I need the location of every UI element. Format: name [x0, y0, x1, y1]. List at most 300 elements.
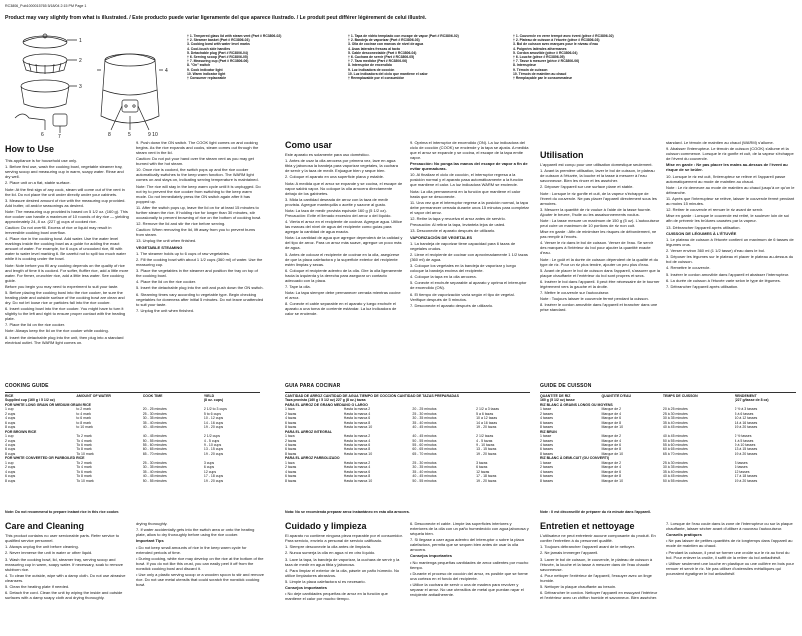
care-en-col2: [136, 521, 264, 588]
subheading: VEGETABLE STEAMING: [136, 244, 183, 250]
table-cell: 1 tasse: [540, 434, 552, 439]
en-how-col1: [5, 158, 130, 346]
table-cell: 10 a 12 tazas: [476, 416, 498, 421]
table-cell: 19 à 20 tasses: [734, 478, 758, 483]
paragraph: 1. Before first use, wash the cooking bowl, vegetable steamer tray, serving scoop and measuring cup in warm, soapy water. Rinse and dry well.: [5, 164, 124, 180]
paragraph: L'utilisateur ne peut entretenir aucune composante du produit. En confier l'entretien à du personnel qualifié.: [540, 533, 656, 543]
paragraph: 5. Insérer le cordon amovible dans l'appareil et abaisser l'interrupteur.: [666, 271, 790, 277]
table-cell: 40 - 45 minutes: [142, 434, 167, 439]
paragraph: 1. La bandeja de vaporizar tiene capacidad para 6 tazas de vegetales crudos.: [410, 240, 516, 251]
table-cell: Marque de 10: [601, 451, 624, 456]
subheading: VAPORIZACIÓN DE VEGETALES: [410, 234, 473, 240]
cooking-guide-note-fr: Note : Il est déconseillé de préparer du riz minute dans l'appareil.: [540, 510, 652, 514]
table-cell: 40 à 45 minutes: [662, 434, 688, 439]
paragraph: 5. Clean the heating plate if needed.: [5, 583, 70, 589]
table-cell: Hasta la marca 10: [343, 451, 373, 456]
paragraph: 3. Mida la cantidad deseada de arroz con la taza de medir provista. Agregue mantequilla o aceite y sazone al gusto.: [285, 196, 388, 207]
paragraph: 2. Place unit on a flat, stable surface.: [5, 180, 71, 186]
table-cell: Hasta la marca 2: [343, 434, 371, 439]
es-how-col2: [410, 140, 530, 309]
paragraph: 4. Pour nettoyer l'extérieur de l'appareil, l'essuyer avec un linge humide.: [540, 572, 652, 583]
table-group-heading: PARA EL ARROZ DE GRANO MEDIANO O LARGO: [285, 402, 368, 407]
paragraph: 3. Wash the cooking bowl, lid, steamer tray, serving scoop and measuring cup in warm, soapy water. If necessary, soak to remove stubborn rice.: [5, 556, 123, 572]
table-cell: 2 1/2 to 3 cups: [203, 407, 227, 412]
part-item: 4. Poignées latérales athermanes: [513, 46, 567, 51]
column-header: RICE Supplied cup (160 g / 5 1/2 oz): [5, 394, 55, 403]
paragraph: standard. Le témoin de maintien au chaud (WARM) s'allume.: [666, 140, 774, 145]
table-cell: 19 à 20 tasses: [734, 451, 758, 456]
part-item: † 2. Steamer basket (Part # RC3806-03): [187, 38, 250, 43]
table-cell: 2 cups: [5, 465, 16, 470]
part-item: 4. Cool-touch side handles: [187, 46, 231, 51]
paragraph: drying thoroughly.: [136, 521, 168, 526]
table-cell: To 2 mark: [76, 460, 92, 465]
table-cell: 2 1/2 tazas: [476, 434, 494, 439]
table-cell: 4 tazas: [285, 442, 297, 447]
table-cell: Hasta la marca 8: [343, 447, 371, 452]
paragraph: 13. Desconecte el aparato después de utilizarlo.: [410, 228, 496, 234]
table-cell: 2 ½ tasses: [734, 434, 752, 439]
parts-list-es: [348, 34, 508, 80]
table-cell: Hasta la marca 4: [343, 465, 371, 470]
table-cell: Marque de 8: [601, 474, 622, 479]
paragraph: 5. Limpie la placa calefactora si es necesario.: [285, 578, 366, 584]
table-cell: 4 tasses: [540, 442, 554, 447]
rule: [285, 392, 530, 393]
table-cell: To 8 mark: [76, 474, 92, 479]
table-group-heading: PARA EL ARROZ INTEGRAL: [285, 429, 333, 434]
table-cell: To 6 mark: [76, 442, 92, 447]
table-cell: Hasta la marca 4: [343, 411, 371, 416]
paragraph: 11. After the switch pops up, leave the lid on for at least 15 minutes to further steam the rice. If holding rice for longer than 30 minutes, stir occasionally to prevent browning of rice on the bottom of cooking bowl.: [136, 204, 262, 220]
table-cell: 40 à 45 minutes: [662, 425, 688, 430]
table-cell: 19 - 20 tazas: [476, 451, 497, 456]
table-cell: 1 taza: [285, 407, 295, 412]
table-group-heading: RIZ BLANC À GRAINS LONGS OU MOYENS: [540, 402, 613, 407]
table-cell: 8 tazas: [285, 451, 297, 456]
table-cell: 19 - 20 tazas: [476, 478, 497, 483]
paragraph: Caution: Do not overfill. Excess of rice or liquid may result in irreversible cooking bowl overflow.: [5, 225, 112, 236]
table-cell: 50 - 55 minutes: [142, 478, 167, 483]
paragraph: Note : Toujours laisser le couvercle fermé pendant la cuisson.: [540, 296, 649, 302]
column-header: QUANTITÉ D'EAU: [601, 394, 632, 398]
paragraph: 3. Mesurer la quantité de riz voulue à l'aide de la tasse fournie. Ajouter le beurre, l'huile ou les assaisonnements voulus.: [540, 206, 652, 217]
table-row: [5, 425, 260, 429]
table-cell: Marque de 8: [601, 447, 622, 452]
paragraph: Caution: When removing the lid, lift away from you to prevent burns from steam.: [136, 227, 256, 238]
table-row: [285, 479, 530, 483]
part-item: 8. Interrupteur: [513, 63, 536, 68]
table-cell: 25 à 30 minutes: [662, 460, 688, 465]
paragraph: • Utiliser seulement une louche en plastique ou une cuillère en bois pour remuer et servir le riz. Ne pas utiliser d'ustensiles métalliques qui pourraient égratigner le bol antiadhésif.: [666, 560, 794, 576]
table-cell: Marque de 4: [601, 465, 622, 470]
part-item: 8. Interruptor de encendido: [348, 63, 392, 68]
table-cell: 6 cups: [5, 447, 16, 452]
paragraph: 1. Antes de usar la olla arrocera por primera vez, lave en agua tibia y jabonosa la bandeja para vaporizar vegetales, la cuchara de servir y la taza de medir. Enjuague bien y seque bien.: [285, 158, 398, 174]
paragraph: Note: The rice will stay in the keep warm cycle until it is unplugged. Do not try to prevent the rice cooker from switching to the keep warm mode. Do not immediately press the ON switch again after it has popped up.: [136, 183, 261, 204]
paragraph: Note: Always keep the lid on the rice cooker while cooking.: [5, 328, 109, 334]
table-cell: to 4 mark: [76, 411, 91, 416]
paragraph: 2. Nunca sumerja la olla en agua ni en otro líquido.: [285, 550, 376, 556]
table-cell: 4 tasses: [540, 416, 554, 421]
column-header: RENDEMENT (227 g/tasse de 8 oz): [734, 394, 769, 403]
paragraph: El aparato no contiene ninguna pieza reparable por el consumidor. Para servicio, envíelo a personal de servicio calificado.: [285, 533, 403, 543]
paragraph: Nota: La cantidad de agua que agregue dependerá de la calidad y del tipo de arroz. Para un arroz más suave, agregue un poco más de agua.: [285, 235, 403, 251]
table-cell: 30 - 35 minutes: [142, 416, 167, 421]
table-cell: Marque de 8: [601, 420, 622, 425]
table-group-heading: PARA EL ARROZ PARBOLIZADO: [285, 456, 340, 461]
table-cell: 20 - 25 minutos: [412, 407, 437, 412]
table-cell: 12 cups: [203, 469, 217, 474]
paragraph: 5. Conecte el enchufe separable al aparato y oprima el interruptor de encendido (ON).: [410, 280, 527, 291]
table-cell: Marque de 10: [601, 425, 624, 430]
part-item: † 7. Measuring cup (Part # RC3806-06): [187, 59, 249, 64]
fr-how-col1: [540, 162, 660, 314]
paragraph: 4. To clean the outside, wipe with a damp cloth. Do not use abrasive cleansers.: [5, 572, 126, 583]
part-item: 3. Bol de cuisson avec marques pour le niveau d'eau: [513, 42, 599, 47]
care-title-en: Care and Cleaning: [5, 521, 85, 531]
table-cell: Hasta la marca 2: [343, 460, 371, 465]
table-cell: 60 - 65 minutos: [412, 447, 437, 452]
table-cell: 6 tasses: [734, 465, 748, 470]
how-to-use-title: How to Use: [5, 144, 55, 154]
table-cell: Marque de 4: [601, 438, 622, 443]
table-cell: 2 cups: [5, 438, 16, 443]
como-usar-title: Como usar: [285, 140, 333, 150]
table-cell: 55 - 60 minutes: [142, 442, 167, 447]
table-row: [540, 425, 796, 429]
part-item: 9. Cook indicator light: [187, 67, 223, 72]
paragraph: 4. Verser le riz dans le bol de cuisson. Verser de l'eau. Se servir des marques à l'intérieur du bol pour ajouter la quantité exacte d'eau.: [540, 240, 654, 256]
cooking-guide-title-es: GUIA PARA COCINAR: [285, 383, 341, 389]
table-cell: 17 à 18 tasses: [734, 474, 758, 479]
paragraph: 4. Para limpiar el exterior de la olla, pásele un paño húmedo. No utilice limpiadores abrasivos.: [285, 567, 400, 578]
table-cell: To 10 mark: [76, 478, 94, 483]
table-cell: 2 tasses: [540, 438, 554, 443]
part-item: † 7. Tasse à mesurer (pièce # RC3806-06): [513, 59, 580, 64]
table-cell: to 10 mark: [76, 425, 93, 430]
table-cell: Marque de 10: [601, 478, 624, 483]
table-cell: 2 tasses: [540, 465, 554, 470]
es-how-col1: [285, 152, 403, 317]
table-cell: 6 tazas: [285, 447, 297, 452]
table-cell: 30 à 35 minutes: [662, 465, 688, 470]
disclaimer: Product may vary slightly from what is illustrated. / Este producto puede variar ligeramente del que aparece ilustrado. / Le produit peut différer légèrement de celui illustré.: [5, 15, 427, 21]
table-header: [285, 394, 530, 403]
table-cell: 6 tasses: [540, 474, 554, 479]
paragraph: 6. Insert cooking bowl into the rice cooker. You might have to turn it slightly to the left and right to ensure proper contact with the heating plate.: [5, 306, 126, 322]
callout-1: 1: [79, 38, 82, 44]
paragraph: 6. El tiempo de vaporización varía según el tipo de vegetal. Verifique después de 5 minutos.: [410, 291, 515, 302]
paragraph: 1. Siempre desconecte la olla antes de limpiarla.: [285, 544, 372, 550]
paragraph: 6. Débrancher le cordon. Nettoyer l'appareil en essuyant l'intérieur et l'extérieur avec un chiffon humide et savonneux. Bien assécher.: [540, 590, 658, 601]
care-fr-col1: [540, 533, 660, 601]
table-cell: 8 tazas: [285, 425, 297, 430]
paragraph: 12. Retirer le couvercle et remuer le riz avant de servir.: [666, 207, 764, 213]
column-header: CANTIDAD DE ARROZ CANTIDAD DE AGUA TIEMPO DE COCCIÓN CANTIDAD DE TAZAS PREPARADAS: [285, 394, 459, 398]
subheading: CUISSON DE LÉGUMES À L'ÉTUVÉE: [666, 230, 737, 236]
table-cell: 2 1/2 cups: [203, 434, 221, 439]
paragraph: 3. Laver le bol de cuisson, le couvercle, le plateau de cuisson à l'étuvée, la louche et la tasse à mesurer dans de l'eau chaude savonneuse.: [540, 556, 653, 572]
paragraph: Note : Le goût et la durée de cuisson dépendent de la qualité et du type de riz. Pour un riz plus tendre, ajouter un peu plus d'eau.: [540, 256, 659, 267]
table-cell: 1 taza: [285, 460, 295, 465]
paragraph: 8. Insérer le cordon amovible dans l'appareil et brancher dans une prise standard.: [540, 302, 658, 313]
rice-cooker-illustration: [5, 30, 175, 140]
paragraph: 7. If water accidentally gets into the switch area or onto the heating plate, allow to dry thoroughly before using the rice cooker.: [136, 527, 255, 538]
table-cell: 25 - 30 minutos: [412, 411, 437, 416]
paragraph: 6. Steaming times vary according to vegetable type. Begin checking vegetables for doneness after initial 5 minutes. Do not leave unattended to suit your taste.: [136, 291, 264, 307]
table-cell: 1 cup: [5, 434, 14, 439]
table-cell: 4 tazas: [285, 416, 297, 421]
part-item: 3. Olla de cocinar con marcas de nivel de agua: [348, 42, 424, 47]
part-item: 5. Detachable plug (Part # RC3806-04): [187, 50, 248, 55]
paragraph: 7. Mettre le couvercle sur l'autocuiseur.: [540, 290, 610, 296]
table-cell: 6 cups: [203, 465, 215, 470]
part-item: † Consumer replaceable: [187, 76, 227, 81]
paragraph: 2. Ne jamais immerger l'appareil.: [540, 550, 599, 556]
paragraph: 6. La durée de cuisson à l'étuvée varie selon le type de légumes.: [666, 277, 781, 283]
paragraph: 4. Remettre le couvercle.: [666, 265, 711, 271]
table-cell: 1 taza: [285, 434, 295, 439]
column-header: TEMPS DE CUISSON: [662, 394, 698, 398]
care-fr-col2: [666, 521, 796, 577]
part-item: 10. Luz indicadora del ciclo que mantiene el calor: [348, 71, 428, 76]
paragraph: 5. Antes de colocar el recipiente de cocinar en la olla, asegúrese de que la placa calefactora y la superficie exterior del recipiente estén limpias y secas.: [285, 251, 400, 267]
table-cell: 25 - 30 minutes: [142, 460, 167, 465]
table-cell: Hasta la marca 10: [343, 425, 373, 430]
paragraph: 7. Tape la olla.: [285, 283, 311, 289]
part-item: † 2. Plateau de cuisson à l'étuvée (pièce # RC3806-03): [513, 38, 600, 43]
table-cell: 1 tasse: [540, 460, 552, 465]
paragraph: Note : Le riz demeure au mode de maintien au chaud jusqu'à ce qu'on le débranche.: [666, 184, 795, 195]
table-group-heading: RIZ BLANC À DEMI-CUIT (OU CONVERTI): [540, 456, 610, 461]
parts-list-en: [187, 34, 347, 80]
part-item: † 1. Tempered glass lid with steam vent (Part # RC3806-02): [187, 34, 282, 38]
table-cell: 1 cup: [5, 407, 14, 412]
table-cell: 9 - 10 cups: [203, 442, 222, 447]
callout-7: 7: [58, 134, 61, 140]
part-item: † 1. Tapa de vidrio templado con escape de vapor (Part # RC3806-02): [348, 34, 459, 38]
part-item: † Reemplazable por el consumidor: [348, 76, 404, 81]
table-cell: 35 - 40 minutos: [412, 469, 437, 474]
table-cell: 4 cups: [5, 442, 16, 447]
table-cell: 19 - 20 cups: [203, 451, 224, 456]
table-cell: 35 à 40 minutes: [662, 469, 688, 474]
table-header: [5, 394, 260, 403]
paragraph: 11. Après que l'interrupteur se relève, laisser le couvercle fermé pendant au moins 15 minutes.: [666, 195, 795, 206]
part-item: 3. Cooking bowl with water level marks: [187, 42, 250, 47]
fr-how-col2: [666, 140, 796, 290]
table-cell: 50 - 55 minutes: [142, 438, 167, 443]
part-item: 8. "On" switch: [187, 63, 211, 68]
table-cell: 4 tazas: [285, 469, 297, 474]
paragraph: 6. Detach the cord. Clean the unit by wiping the inside and outside surfaces with a damp soapy cloth and drying thoroughly.: [5, 590, 123, 601]
table-cell: 14 - 16 cups: [203, 420, 224, 425]
paragraph: This product contains no user serviceable parts. Refer service to qualified service personnel.: [5, 533, 120, 543]
table-cell: 1 cup: [5, 460, 14, 465]
table-cell: 5 à 6 tasses: [734, 411, 754, 416]
table-cell: 2 tasses: [540, 411, 554, 416]
table-cell: Hasta la marca 8: [343, 474, 371, 479]
callout-3: 3: [79, 84, 82, 90]
paragraph: Caution: Do not put your hand over the steam vent as you may get burned with the hot steam.: [136, 156, 254, 167]
paragraph: 1. Avant la première utilisation, laver le bol de cuisson, le plateau de cuisson à l'étuvée, la louche et la tasse à mesurer à l'eau savonneuse. Bien les rincer et les assécher.: [540, 168, 655, 184]
paragraph: 7. Lorsque de l'eau coule dans la zone de l'interrupteur ou sur la plaque chauffante, laisser sécher avant d'utiliser à nouveau l'autocuiseur.: [666, 521, 793, 531]
table-cell: Hasta la marca 2: [343, 407, 371, 412]
column-header: COOK TIME: [142, 394, 163, 398]
table-cell: Marque de 4: [601, 411, 622, 416]
file-line: RC3806_Pub1000015765 5/18/04 2:15 PM Page 1: [5, 4, 87, 8]
paragraph: Nota: A medida que el arroz se expande y se cocina, el escape de vapor saldrá vapor. No coloque la olla arrocera directamente debajo de los gabinetes.: [285, 180, 403, 196]
column-header: YIELD (8 oz. cups): [203, 394, 224, 403]
part-item: † 1. Couvercle en verre trempé avec évent (pièce # RC3806-02): [513, 34, 614, 38]
callout-6: 6: [41, 132, 44, 138]
paragraph: 13. Unplug the unit when finished.: [136, 238, 197, 244]
table-cell: 60 à 65 minutes: [662, 447, 688, 452]
table-cell: 17 - 18 cups: [203, 474, 224, 479]
table-cell: 2 tazas: [285, 465, 297, 470]
table-cell: 8 cups: [5, 425, 16, 430]
table-group-heading: FOR WHITE CONVERTED OR PARBOILED RICE: [5, 456, 85, 461]
callout-4: 4: [165, 68, 168, 74]
paragraph: 10. Al finalizar el ciclo de cocción, el interruptor regresa a la posición normal y el aparato pasa automáticamente a la función que mantiene el calor. La luz indicadora WARM se enciende.: [410, 172, 524, 188]
paragraph: L'appareil est conçu pour une utilisation domestique seulement.: [540, 162, 653, 167]
table-cell: 4 tasses: [540, 469, 554, 474]
table-cell: 10 - 12 cups: [203, 416, 224, 421]
table-cell: 3 tazas: [476, 460, 488, 465]
paragraph: 9. Abaisser l'interrupteur. Le témoin de cuisson (COOK) s'allume et la cuisson commence. Lorsque le riz gonfle et cuit, de la vapeur s'échappe de l'évent du couvercle.: [666, 146, 794, 162]
table-cell: Hasta la marca 6: [343, 469, 371, 474]
table-cell: 6 cups: [5, 420, 16, 425]
table-cell: 6 tasses: [540, 447, 554, 452]
en-how-col2: [136, 140, 264, 314]
rule: [5, 392, 260, 393]
paragraph: 12. Remove the lid and stir the rice before serving.: [136, 220, 226, 226]
table-cell: 3 tasses: [734, 460, 748, 465]
paragraph: 2. Never immerse the unit in water or other liquid.: [5, 550, 93, 556]
paragraph: Mise en garde : Afin de minimiser les risques de débordement, ne pas remplir à l'excès.: [540, 229, 657, 240]
paragraph: 6. Desconecte el cable. Limpie las superficies interiores y exteriores de la olla con un paño humedecido con agua jabonosa y séquela bien.: [410, 521, 529, 536]
paragraph: Note: The measuring cup provided is based on 5 1/2 oz. (160 g). This rice cooker can handle a maximum of 10 rounds of dry rice — yielding approximately 24, 8 oz. (227 g) cups of cooked rice.: [5, 208, 129, 224]
paragraph: 4. Vierta el arroz en el recipiente de cocinar. Agregue agua. Utilice las marcas del nivel de agua del recipiente como guías para agregar la cantidad de agua exacta.: [285, 219, 403, 235]
table-cell: 25 à 30 minutes: [662, 411, 688, 416]
paragraph: 5. Avant de placer le bol de cuisson dans l'appareil, s'assurer que la plaque chauffante et l'extérieur du bol sont propres et secs.: [540, 267, 660, 278]
table-cell: 35 à 40 minutes: [662, 420, 688, 425]
paragraph: 7. Place the lid on the rice cooker.: [5, 322, 66, 328]
table-cell: Marque de 2: [601, 407, 622, 412]
paragraph: Este aparato es solamente para uso doméstico.: [285, 152, 370, 157]
paragraph: 3. Déposer les légumes sur le plateau et placer le plateau au-dessus du bol de cuisson.: [666, 254, 794, 265]
part-item: 10. Warm indicator light: [187, 71, 226, 76]
paragraph: 4. Coloque la tapa en la olla arrocera.: [410, 274, 477, 280]
table-cell: 13 à 15 tasses: [734, 447, 758, 452]
care-title-fr: Entretien et nettoyage: [540, 521, 635, 531]
paragraph: 2. Verser environ 360 ml (1 1/2 tasse) d'eau dans le bol.: [666, 248, 766, 254]
table-cell: 2 tazas: [285, 438, 297, 443]
paragraph: • Use only a plastic serving scoop or a wooden spoon to stir and remove rice. Do not use metal utensils that could scratch the nonstick cooking bowl.: [136, 571, 264, 587]
paragraph: Nota: La taza de medir provista equivale 160 g (5 1/2 oz). Precaución: Evite el llenado excesivo del arroz o del líquido.: [285, 207, 392, 218]
part-item: † 6. Serving scoop (Part # RC3806-05): [187, 55, 248, 60]
part-item: † 2. Bandeja de vaporizar (Part # RC3806-03): [348, 38, 420, 43]
paragraph: Note: Note before you fill any cooking depends on the quality of rice and length of time it is cooked. For softer, fluffier rice, add a little more water. For firmer, crunchier rice, add a little less water. See cooking guide.: [5, 262, 129, 283]
care-es-col1: [285, 533, 403, 603]
paragraph: Precaución: Al retirar la tapa, levántela lejos de usted.: [410, 222, 506, 228]
paragraph: 11. Una vez que el interruptor regrese a la posición normal, la tapa debe permanecer cerrada durante unos 15 minutos para completar el vapor del arroz.: [410, 199, 529, 215]
cooking-guide-note-en: Note: Do not recommend to prepare instant rice in this rice cooker.: [5, 510, 120, 514]
part-item: 9. Témoin de cuisson: [513, 67, 548, 72]
table-cell: To 8 mark: [76, 447, 92, 452]
table-cell: 9 à 10 tasses: [734, 442, 756, 447]
parts-list-fr: [513, 34, 693, 80]
table-cell: 40 - 45 minutes: [142, 425, 167, 430]
part-item: 9. Luz indicadora de cocción: [348, 67, 395, 72]
paragraph: Mise en garde : Ne pas placer les mains au-dessus de l'évent au risque de se brûler.: [666, 162, 788, 173]
subheading: Consejos importantes: [410, 553, 453, 559]
paragraph: 10. Lorsque le riz est cuit, l'interrupteur se relève et l'appareil passe automatiquement au mode de maintien au chaud.: [666, 173, 786, 184]
paragraph: 8. Conecte el cable separable en el aparato y luego enchufe el aparato a una toma de corriente estándar. La luz indicadora de calor se enciende.: [285, 301, 397, 317]
paragraph: 13. Débrancher l'appareil après utilisation.: [666, 224, 741, 230]
cooking-guide-table-en: [5, 394, 260, 483]
table-cell: 6 tazas: [285, 474, 297, 479]
utilisation-title: Utilisation: [540, 150, 584, 160]
table-cell: Hasta la marca 6: [343, 442, 371, 447]
paragraph: 6. Insérer le bol dans l'appareil. Il peut être nécessaire de le tourner légèrement vers la gauche et la droite.: [540, 278, 660, 289]
table-cell: Hasta la marca 8: [343, 420, 371, 425]
table-cell: 19 - 20 tazas: [476, 425, 497, 430]
part-item: † 7. Taza medidor (Part # RC3806-06): [348, 59, 408, 64]
paragraph: • No mantenga pequeñas cantidades de arroz calientes por mucho tiempo.: [410, 559, 529, 570]
table-cell: 2 tazas: [285, 411, 297, 416]
paragraph: Note: At the first sign of any cook, steam will come out of the vent in the lid. Do not place the unit under directly under your cabinets.: [5, 186, 125, 197]
paragraph: 1. Always unplug the unit before cleaning.: [5, 544, 79, 550]
cooking-guide-note-es: Nota: No se recomienda preparar arroz instantáneo en esta olla arrocera.: [285, 510, 410, 514]
paragraph: 5. Insert the detachable plug into the unit and push down the ON switch.: [136, 285, 264, 291]
paragraph: 5. Nettoyer la plaque chauffante au besoin.: [540, 583, 617, 589]
table-cell: to 2 mark: [76, 407, 91, 412]
table-cell: 13 - 15 cups: [203, 447, 224, 452]
table-cell: 6 tazas: [476, 465, 488, 470]
paragraph: 2. Coloque el aparato en una superficie plana y estable.: [285, 174, 384, 180]
table-cell: 50 à 55 minutes: [662, 438, 688, 443]
paragraph: 3. Place the vegetables in the steamer and position the tray on top of the cooking bowl.: [136, 268, 258, 279]
table-cell: Marque de 6: [601, 469, 622, 474]
paragraph: 1. Le plateau de cuisson à l'étuvée contient un maximum de 6 tasses de légumes crus.: [666, 236, 794, 247]
paragraph: Nota: La olla permanecerá en la función que mantiene el calor hasta que se desconecte.: [410, 188, 521, 199]
table-cell: to 6 mark: [76, 416, 91, 421]
rice-cooker-diagram: [5, 30, 175, 140]
table-group-heading: FOR WHITE LONG GRAIN OR MEDIUM GRAIN RICE: [5, 402, 91, 407]
paragraph: 2. Fill the cooking bowl with about 1 1/2 cups (360 ml) of water. Use the measuring cup.: [136, 256, 263, 267]
table-cell: 14 à 16 tasses: [734, 420, 758, 425]
table-cell: 5 to 6 cups: [203, 411, 221, 416]
paragraph: 10. Once rice is cooked, the switch pops up and the rice cooker automatically switches to the keep warm function. The WARM light comes on and stays on, indicating serving temperature is maintained.: [136, 167, 259, 183]
table-cell: 50 - 55 minutos: [412, 438, 437, 443]
care-title-es: Cuidado y limpieza: [285, 521, 367, 531]
table-cell: To 4 mark: [76, 438, 92, 443]
paragraph: • Durante el proceso de cocción del arroz, es posible que se forme una corteza en el fondo del recipiente.: [410, 570, 528, 581]
table-cell: 19 - 20 cups: [203, 478, 224, 483]
table-cell: 35 - 40 minutes: [142, 420, 167, 425]
table-row: [5, 479, 260, 483]
paragraph: 2. Déposer l'appareil sur une surface plane et stable.: [540, 184, 634, 190]
table-cell: 4 - 5 tazas: [476, 438, 493, 443]
paragraph: 3. Coloque los vegetales en la bandeja de vaporizar y luego coloque la bandeja encima del recipiente.: [410, 263, 517, 274]
part-item: † Remplaçable par le consommateur: [513, 76, 572, 81]
paragraph: 7. Si llegase a caer agua adentro del interruptor o sobre la placa calefactora, permita que se sequen bien antes de usar la olla arrocera.: [410, 537, 524, 553]
table-cell: 19 à 20 tasses: [734, 425, 758, 430]
paragraph: 5. Before placing the cooking bowl into the rice cooker, be sure the heating plate and outside surface of the cooking bowl are clean and dry. Do not let loose rice or particles fall into the rice cooker.: [5, 289, 125, 305]
table-cell: 17 - 18 tazas: [476, 474, 497, 479]
